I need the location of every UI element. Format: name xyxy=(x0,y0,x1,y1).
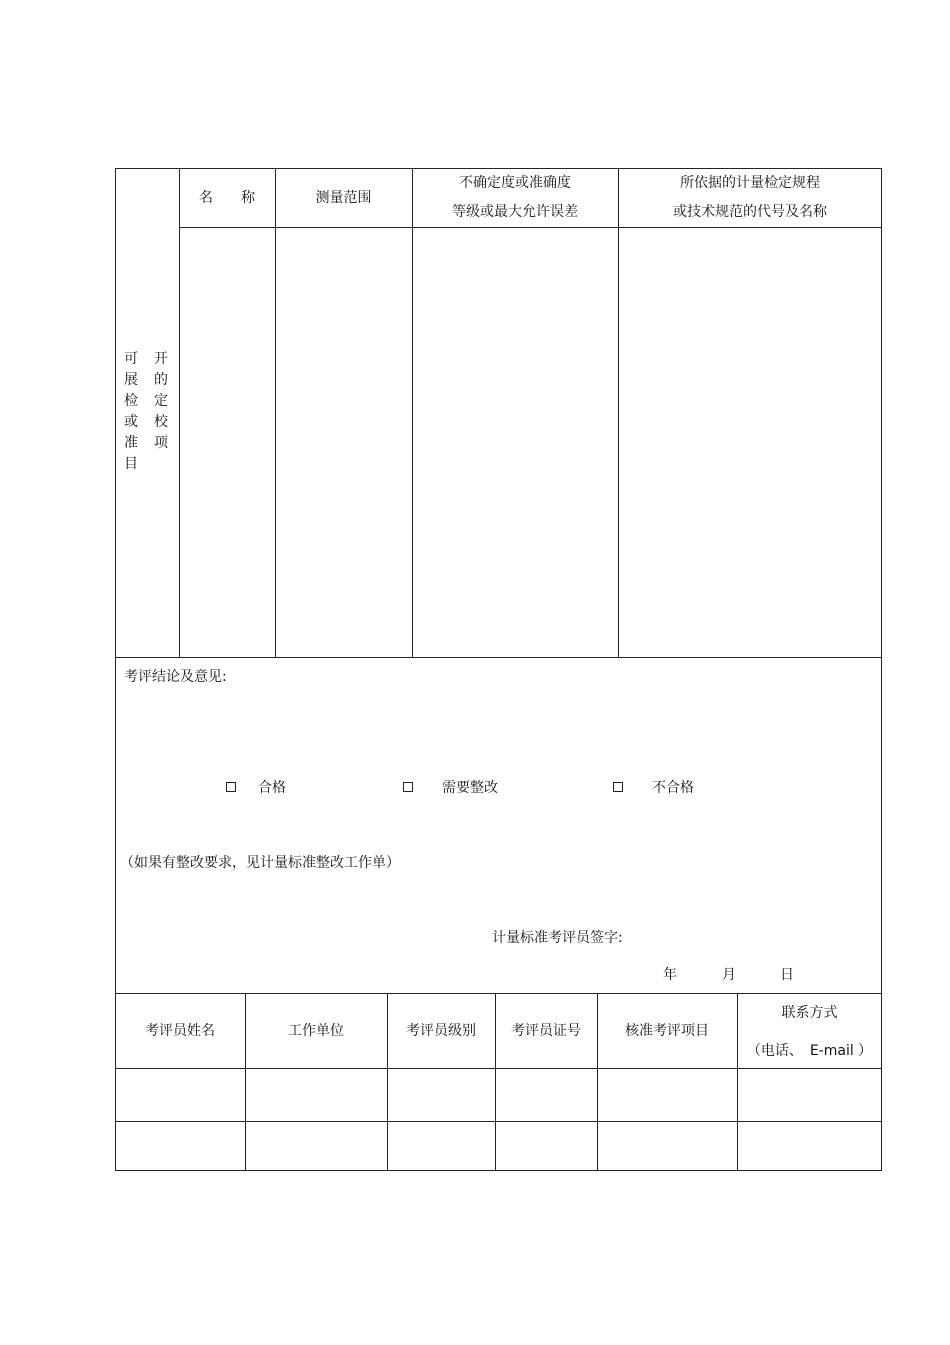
header-approved-items: 核准考评项目 xyxy=(625,1023,709,1039)
side-label-char: 定 xyxy=(154,393,168,409)
header-basis-line-2: 或技术规范的代号及名称 xyxy=(673,204,827,220)
header-contact-line-2: （电话、 E-mail ） xyxy=(746,1043,873,1059)
date-month-label: 月 xyxy=(722,967,736,983)
header-work-unit: 工作单位 xyxy=(288,1023,344,1039)
header-certificate-number: 考评员证号 xyxy=(511,1023,581,1039)
header-uncertainty-line-2: 等级或最大允许误差 xyxy=(452,204,578,220)
fail-label: 不合格 xyxy=(652,780,694,796)
side-label-char: 目 xyxy=(124,456,138,472)
header-evaluator-level: 考评员级别 xyxy=(406,1023,476,1039)
item-basis-cell[interactable] xyxy=(619,228,881,657)
header-measuring-range: 测量范围 xyxy=(315,190,372,206)
section-divider-items xyxy=(115,657,882,658)
pass-checkbox[interactable] xyxy=(226,782,236,792)
side-label-char: 检 xyxy=(124,393,138,409)
date-day-label: 日 xyxy=(780,967,794,983)
header-uncertainty-line-1: 不确定度或准确度 xyxy=(459,175,571,191)
conclusion-opinion-area[interactable] xyxy=(124,690,864,760)
rectify-checkbox[interactable] xyxy=(403,782,413,792)
header-basis-line-1: 所依据的计量检定规程 xyxy=(680,175,820,191)
date-year-label: 年 xyxy=(663,967,677,983)
header-contact-line-1: 联系方式 xyxy=(781,1005,838,1021)
signature-label: 计量标准考评员签字: xyxy=(492,930,623,946)
evaluator-row-1-level-cell[interactable] xyxy=(388,1069,495,1121)
pass-label: 合格 xyxy=(258,780,286,796)
item-range-cell[interactable] xyxy=(276,228,412,657)
evaluator-row-2-contact-cell[interactable] xyxy=(738,1122,881,1170)
side-label-char: 或 xyxy=(124,414,138,430)
evaluator-row-2-name-cell[interactable] xyxy=(116,1122,245,1170)
side-label-column-2 xyxy=(154,349,168,454)
signature-field[interactable] xyxy=(634,926,864,950)
side-label-char: 准 xyxy=(124,435,138,451)
section-divider-evaluators xyxy=(115,993,882,994)
evaluator-row-1-unit-cell[interactable] xyxy=(246,1069,387,1121)
rectification-note: （如果有整改要求，见计量标准整改工作单） xyxy=(120,855,400,871)
item-name-cell[interactable] xyxy=(180,228,275,657)
conclusion-title: 考评结论及意见: xyxy=(124,669,227,685)
side-label-char: 开 xyxy=(154,351,168,367)
evaluator-row-2-level-cell[interactable] xyxy=(388,1122,495,1170)
side-label-char: 的 xyxy=(154,372,168,388)
evaluator-row-2-items-cell[interactable] xyxy=(598,1122,737,1170)
evaluator-row-2-cert-cell[interactable] xyxy=(496,1122,597,1170)
item-uncertainty-cell[interactable] xyxy=(413,228,618,657)
header-name: 名 称 xyxy=(199,190,255,206)
evaluator-row-1-contact-cell[interactable] xyxy=(738,1069,881,1121)
header-evaluator-name: 考评员姓名 xyxy=(145,1023,215,1039)
fail-checkbox[interactable] xyxy=(613,782,623,792)
side-label-char: 校 xyxy=(154,414,168,430)
side-label-column-1 xyxy=(124,349,138,475)
evaluator-row-1-items-cell[interactable] xyxy=(598,1069,737,1121)
side-label-char: 可 xyxy=(124,351,138,367)
side-label-char: 项 xyxy=(154,435,168,451)
evaluator-row-2-unit-cell[interactable] xyxy=(246,1122,387,1170)
side-label-char: 展 xyxy=(124,372,138,388)
evaluator-row-1-cert-cell[interactable] xyxy=(496,1069,597,1121)
rectify-label: 需要整改 xyxy=(442,780,498,796)
evaluator-row-1-name-cell[interactable] xyxy=(116,1069,245,1121)
